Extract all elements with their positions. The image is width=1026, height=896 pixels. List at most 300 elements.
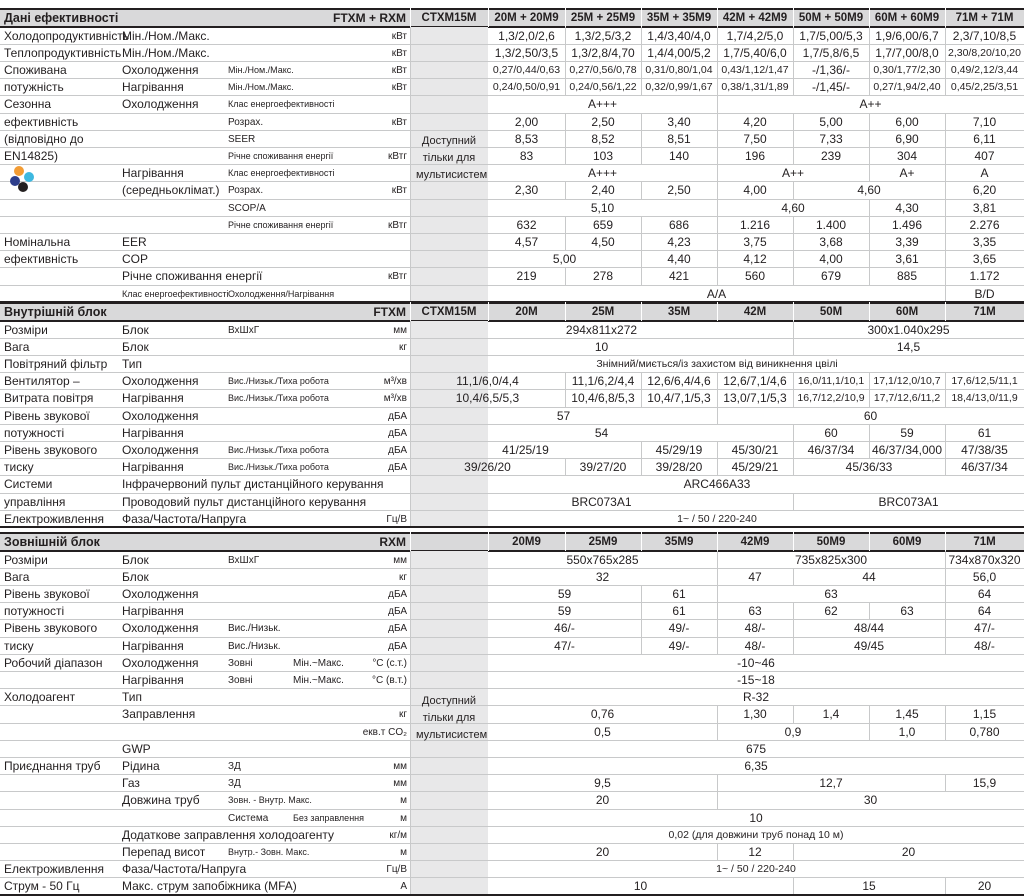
cell-divider [717, 216, 718, 233]
cell-divider [793, 268, 794, 285]
label-sub: Блок [122, 552, 149, 567]
label-divider [410, 79, 411, 96]
value-cell: 10 [594, 339, 609, 354]
column-header: 35M + 35M9 [646, 12, 712, 24]
value-cell: 0,43/1,12/1,47 [721, 63, 789, 76]
cell-divider [641, 130, 642, 147]
value-cell: 45/29/19 [655, 442, 703, 457]
label-sub: Тип [122, 690, 143, 705]
value-cell: R-32 [742, 690, 769, 705]
label-main: Рівень звукової [4, 586, 90, 601]
cell-divider [793, 321, 794, 338]
cell-divider [793, 459, 794, 476]
label-divider [410, 321, 411, 338]
cell-divider [869, 79, 870, 96]
value-cell: 32 [595, 569, 610, 584]
cell-divider [717, 147, 718, 164]
value-cell: 60 [824, 425, 838, 440]
label-unit: кг [398, 341, 407, 353]
cell-divider [869, 233, 870, 250]
value-cell: 4,30 [895, 200, 919, 215]
cell-divider [945, 61, 946, 78]
label-main: Електроживлення [4, 862, 105, 877]
label-unit: кг [398, 709, 407, 721]
label-main: Рівень звукової [4, 408, 90, 423]
value-cell: 0,30/1,77/2,30 [873, 63, 941, 76]
label-detail: Вис./Низьк. [228, 623, 281, 635]
label-extra: Мін.~Макс. [293, 674, 344, 686]
cell-divider [717, 603, 718, 620]
cell-divider [641, 182, 642, 199]
label-divider [410, 775, 411, 792]
header-col-divider [717, 302, 718, 321]
label-main: Рівень звукового [4, 442, 98, 457]
cell-divider [717, 96, 718, 113]
label-unit: дБА [388, 462, 407, 474]
label-divider [410, 216, 411, 233]
label-unit: м [400, 846, 407, 858]
value-cell: 46/37/34 [961, 460, 1008, 475]
label-unit: °С (в.т.) [372, 674, 407, 686]
cell-divider [565, 373, 566, 390]
cell-divider [717, 165, 718, 182]
value-cell: 1,9/6,00/6,7 [875, 28, 939, 43]
value-cell: 1,30 [743, 707, 767, 722]
value-cell: 1,3/2,50/3,5 [494, 45, 559, 60]
value-cell: 0,24/0,50/0,91 [492, 81, 561, 94]
value-cell: 0,24/0,56/1,22 [569, 81, 637, 94]
value-cell: 300x1.040x295 [867, 322, 950, 337]
cell-divider [869, 424, 870, 441]
label-unit: екв.т CO₂ [362, 726, 407, 738]
value-cell: 5,10 [590, 200, 615, 215]
label-sub: Перепад висот [122, 844, 206, 859]
value-cell: 61 [977, 425, 992, 440]
label-detail: Вис./Низьк./Тиха робота [228, 444, 329, 455]
cell-divider [641, 585, 642, 602]
cell-divider [717, 585, 718, 602]
value-cell: 62 [824, 604, 838, 619]
cell-divider [945, 603, 946, 620]
value-cell: 1~ / 50 / 220-240 [677, 512, 757, 525]
label-unit: м³/хв [383, 393, 407, 405]
label-sub: Річне споживання енергії [122, 269, 263, 284]
value-cell: 49/- [668, 621, 690, 636]
label-sub: Нагрівання [122, 166, 184, 181]
section-model: FTXM [373, 305, 406, 319]
label-sub: Нагрівання [122, 672, 184, 687]
label-divider [410, 826, 411, 843]
header-col-divider [945, 8, 946, 27]
cell-divider [565, 130, 566, 147]
cell-divider [641, 441, 642, 458]
ctxm-note: Доступний тільки для мультисистем [416, 135, 488, 181]
value-cell: 550x765x285 [566, 552, 639, 567]
value-cell: 7,33 [819, 131, 843, 146]
label-detail: ЗД [228, 760, 241, 772]
cell-divider [793, 603, 794, 620]
value-cell: 64 [977, 586, 992, 601]
value-cell: 61 [672, 586, 686, 601]
label-unit: Гц/В [386, 864, 407, 876]
value-cell: -10~46 [737, 655, 775, 670]
value-cell: 54 [594, 425, 609, 440]
label-unit: Гц/В [386, 513, 407, 525]
cell-divider [869, 441, 870, 458]
value-cell: 3,35 [972, 234, 997, 249]
label-detail: SEER [228, 133, 256, 145]
label-divider [410, 355, 411, 372]
header-col-divider [410, 302, 411, 321]
value-cell: 679 [820, 269, 842, 284]
value-cell: 16,7/12,2/10,9 [797, 392, 865, 405]
label-unit: дБА [388, 623, 407, 635]
value-cell: 63 [900, 604, 914, 619]
label-sub: Газ [122, 776, 140, 791]
header-col-divider [488, 302, 489, 321]
cell-divider [793, 233, 794, 250]
column-header: 35M9 [664, 536, 694, 548]
label-unit: м [400, 795, 407, 807]
value-cell: 0,5 [594, 724, 611, 739]
cell-divider [717, 233, 718, 250]
section-model: FTXM + RXM [332, 11, 406, 25]
value-cell: 39/26/20 [464, 460, 511, 475]
cell-divider [945, 620, 946, 637]
label-unit: кг/м [389, 829, 407, 841]
header-col-divider [869, 532, 870, 551]
cell-divider [793, 251, 794, 268]
label-divider [410, 568, 411, 585]
cell-divider [565, 216, 566, 233]
label-sub: Довжина труб [122, 793, 200, 808]
label-detail: Мін./Ном./Макс. [228, 64, 294, 75]
cell-divider [641, 637, 642, 654]
value-cell: 1.496 [891, 217, 923, 232]
value-cell: 8,53 [514, 131, 539, 146]
cell-divider [945, 441, 946, 458]
value-cell: 2,30 [514, 183, 539, 198]
cell-divider [945, 147, 946, 164]
value-cell: 45/30/21 [731, 442, 779, 457]
label-divider [410, 182, 411, 199]
value-cell: 39/28/20 [655, 460, 703, 475]
label-unit: мм [393, 760, 407, 772]
cell-divider [869, 61, 870, 78]
value-cell: 1,3/2,0/2,6 [498, 28, 555, 43]
header-col-divider [945, 302, 946, 321]
value-cell: 2,00 [514, 114, 539, 129]
section-title: Внутрішній блок [4, 305, 107, 319]
label-main: Холодоагент [4, 690, 76, 705]
cell-divider [793, 878, 794, 895]
label-unit: мм [393, 778, 407, 790]
cell-divider [793, 44, 794, 61]
value-cell: A/A [706, 286, 727, 301]
value-cell: 2,3/7,10/8,5 [952, 28, 1017, 43]
value-cell: 20 [901, 844, 916, 859]
value-cell: 12,6/6,4/4,6 [647, 374, 711, 389]
cell-divider [793, 637, 794, 654]
value-cell: 1.172 [969, 269, 1000, 284]
label-sub: Нагрівання [122, 425, 184, 440]
label-main: управління [4, 494, 66, 509]
value-cell: 5,00 [552, 252, 577, 267]
label-main: Сезонна [4, 97, 52, 112]
label-sub: GWP [122, 741, 151, 756]
label-divider [410, 459, 411, 476]
label-sub: Охолодження [122, 621, 199, 636]
header-col-divider [717, 8, 718, 27]
value-cell: 10,4/7,1/5,3 [647, 391, 711, 406]
label-main: Холодопродуктивність [4, 28, 130, 43]
label-detail: Річне споживання енергії [228, 150, 334, 161]
value-cell: 3,61 [895, 252, 919, 267]
column-header: 42M9 [740, 536, 770, 548]
cell-divider [565, 390, 566, 407]
value-cell: 46/- [554, 621, 575, 636]
cell-divider [717, 182, 718, 199]
label-sub: Рідина [122, 758, 160, 773]
label-divider [410, 878, 411, 895]
label-divider [410, 285, 411, 302]
cell-divider [793, 338, 794, 355]
label-divider [410, 338, 411, 355]
cell-divider [869, 165, 870, 182]
cell-divider [641, 233, 642, 250]
value-cell: 13,0/7,1/5,3 [723, 391, 787, 406]
label-detail: Вис./Низьк. [228, 640, 281, 652]
column-header: 71M [973, 306, 996, 318]
value-cell: 6,11 [973, 131, 996, 146]
column-header: 25M9 [588, 536, 618, 548]
cell-divider [945, 268, 946, 285]
value-cell: 1.216 [739, 217, 771, 232]
cell-divider [869, 268, 870, 285]
cell-divider [717, 441, 718, 458]
value-cell: 10,4/6,8/5,3 [571, 391, 635, 406]
label-unit: мм [393, 324, 407, 336]
value-cell: 0,02 (для довжини труб понад 10 м) [668, 828, 844, 841]
value-cell: 47 [748, 569, 762, 584]
cell-divider [641, 61, 642, 78]
label-main: Приєднання труб [4, 758, 101, 773]
header-col-divider [641, 532, 642, 551]
label-sub: Проводовий пульт дистанційного керування [122, 494, 367, 509]
value-cell: A [980, 166, 989, 181]
label-detail: ЗД [228, 778, 241, 790]
label-sub: Нагрівання [122, 604, 184, 619]
cell-divider [945, 113, 946, 130]
label-divider [410, 113, 411, 130]
cell-divider [793, 424, 794, 441]
header-col-divider [488, 8, 489, 27]
value-cell: 1,4 [822, 707, 840, 722]
value-cell: 632 [516, 217, 537, 232]
label-detail: Внутр.- Зовн. Макс. [228, 846, 310, 857]
value-cell: 41/25/19 [502, 442, 549, 457]
label-extra: Без заправлення [293, 812, 365, 823]
label-unit: кВтг [388, 219, 407, 231]
label-detail: Розрах. [228, 116, 264, 128]
label-divider [410, 510, 411, 527]
cell-divider [717, 551, 718, 568]
cell-divider [717, 723, 718, 740]
value-cell: 12,6/7,1/4,6 [723, 374, 787, 389]
value-cell: 11,1/6,0/4,4 [456, 374, 519, 389]
header-col-divider [793, 8, 794, 27]
cell-divider [565, 79, 566, 96]
cell-divider [793, 147, 794, 164]
header-col-divider [565, 302, 566, 321]
header-col-divider [641, 8, 642, 27]
value-cell: 63 [824, 586, 838, 601]
value-cell: 48/- [974, 638, 995, 653]
cell-divider [641, 268, 642, 285]
value-cell: 0,32/0,99/1,67 [645, 81, 713, 94]
cell-divider [945, 285, 946, 302]
label-main: тиску [4, 638, 34, 653]
cell-divider [945, 216, 946, 233]
label-detail: Охолодження/Нагрівання [228, 288, 335, 299]
value-cell: 3,75 [743, 234, 767, 249]
cell-divider [869, 130, 870, 147]
cell-divider [717, 775, 718, 792]
label-sub: Блок [122, 339, 149, 354]
column-header: 60M9 [892, 536, 922, 548]
column-header: 71M [973, 536, 996, 548]
value-cell: 10 [749, 810, 763, 825]
label-main: тиску [4, 460, 34, 475]
cell-divider [869, 44, 870, 61]
cell-divider [717, 79, 718, 96]
value-cell: 686 [668, 217, 690, 232]
value-cell: 64 [977, 604, 992, 619]
cell-divider [717, 27, 718, 44]
cell-divider [945, 27, 946, 44]
cell-divider [717, 620, 718, 637]
cell-divider [565, 27, 566, 44]
cell-divider [793, 61, 794, 78]
value-cell: A++ [781, 166, 805, 181]
value-cell: 0,45/2,25/3,51 [950, 81, 1019, 94]
column-header: 60M [895, 306, 919, 318]
label-detail: Клас енергоефективності [228, 168, 335, 179]
cell-divider [869, 390, 870, 407]
value-cell: 3,68 [819, 234, 843, 249]
cell-divider [945, 251, 946, 268]
label-unit: А [400, 881, 407, 893]
label-detail: Річне споживання енергії [228, 219, 334, 230]
value-cell: 3,39 [895, 234, 919, 249]
value-cell: 239 [820, 148, 842, 163]
column-header: 50M + 50M9 [798, 12, 864, 24]
value-cell: 1,3/2,8/4,70 [571, 45, 635, 60]
label-unit: м [400, 812, 407, 824]
label-unit: кВт [391, 185, 407, 197]
cell-divider [565, 459, 566, 476]
cell-divider [717, 130, 718, 147]
label-main: потужності [4, 425, 65, 440]
label-detail: Зовні [228, 674, 253, 686]
value-cell: 20 [595, 844, 610, 859]
header-col-divider [793, 302, 794, 321]
value-cell: 4,20 [743, 114, 767, 129]
cell-divider [793, 130, 794, 147]
cell-divider [869, 216, 870, 233]
cell-divider [945, 233, 946, 250]
header-col-divider [565, 532, 566, 551]
cell-divider [641, 459, 642, 476]
value-cell: 1,0 [898, 724, 916, 739]
header-col-divider [869, 8, 870, 27]
label-sub: Макс. струм запобіжника (MFA) [122, 879, 297, 894]
cell-divider [641, 620, 642, 637]
label-main: Вага [4, 339, 30, 354]
column-header: 25M + 25M9 [570, 12, 636, 24]
value-cell: ARC466A33 [683, 477, 751, 492]
value-cell: 294x811x272 [565, 322, 638, 337]
value-cell: 6,35 [744, 758, 768, 773]
label-main: (відповідно до [4, 131, 84, 146]
cell-divider [793, 216, 794, 233]
value-cell: 47/38/35 [961, 442, 1008, 457]
cell-divider [717, 268, 718, 285]
cell-divider [945, 424, 946, 441]
cell-divider [793, 27, 794, 44]
label-sub: (середньоклімат.) [122, 183, 220, 198]
column-header: CTXM15M [421, 306, 477, 318]
column-header: 60M + 60M9 [874, 12, 940, 24]
value-cell: 3,40 [667, 114, 691, 129]
label-unit: дБА [388, 640, 407, 652]
cell-divider [945, 706, 946, 723]
value-cell: B/D [974, 286, 995, 301]
label-unit: кВт [391, 30, 407, 42]
value-cell: -/1,45/- [811, 80, 850, 95]
section-bottom-rule [0, 526, 1024, 528]
label-main: Вентилятор – [4, 374, 80, 389]
value-cell: 15 [862, 879, 876, 894]
label-main: EN14825) [4, 148, 59, 163]
label-main: Споживана [4, 62, 67, 77]
value-cell: 12,7 [819, 776, 843, 791]
label-unit: мм [393, 554, 407, 566]
cell-divider [945, 182, 946, 199]
value-cell: 8,52 [591, 131, 615, 146]
cell-divider [945, 459, 946, 476]
cell-divider [793, 568, 794, 585]
value-cell: 4,23 [667, 234, 691, 249]
value-cell: 45/29/21 [731, 460, 779, 475]
label-sub: Заправлення [122, 707, 196, 722]
label-divider [410, 551, 411, 568]
value-cell: 2,30/8,20/10,20 [948, 46, 1021, 59]
label-sub: Мін./Ном./Макс. [122, 45, 210, 60]
value-cell: 48/44 [853, 621, 885, 636]
value-cell: 1,4/4,00/5,2 [647, 45, 711, 60]
value-cell: -15~18 [737, 672, 775, 687]
cell-divider [869, 603, 870, 620]
label-detail: Система [228, 812, 269, 824]
value-cell: 1.400 [815, 217, 847, 232]
cell-divider [869, 27, 870, 44]
value-cell: 2,50 [591, 114, 615, 129]
cell-divider [717, 459, 718, 476]
label-unit: кВт [391, 116, 407, 128]
cell-divider [565, 268, 566, 285]
cell-divider [565, 44, 566, 61]
